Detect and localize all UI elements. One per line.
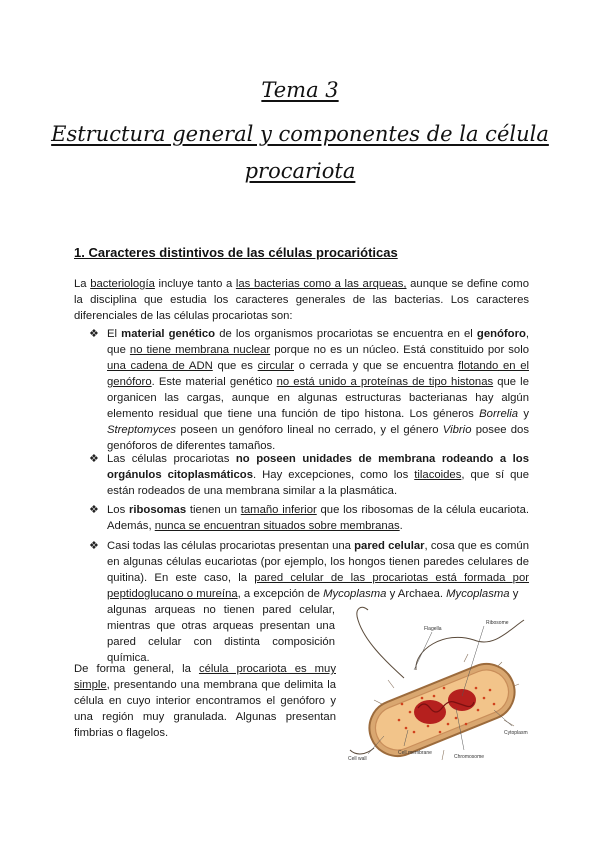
bullet-membranas bbox=[89, 451, 529, 499]
intro-text: incluye tanto a bbox=[154, 278, 236, 290]
intro-text: La bbox=[74, 278, 91, 290]
label-cell-membrane: Cell membrane bbox=[398, 750, 432, 756]
bullet-text: Casi todas las células procariotas presentan una pared celular, cosa que es común en algunas células eucariotas (por ejemplo, los hongos tienen paredes celulares de quitina). En este caso, la pared celular de las procariotas está formada por peptidoglucano o mureína, a excepción de Mycoplasma y Archaea. Mycoplasma y bbox=[107, 540, 529, 600]
intro-underline: las bacterias como a las arqueas, bbox=[235, 278, 407, 290]
bullet-diamond-icon: ❖ bbox=[89, 453, 99, 465]
title-line-1: Tema 3 bbox=[261, 78, 339, 102]
nucleoid-1 bbox=[414, 700, 446, 724]
bullet-text: Los ribosomas tienen un tamaño inferior que los ribosomas de la célula eucariota. Además, nunca se encuentran situados sobre membranas. bbox=[107, 504, 529, 532]
bullet-diamond-icon: ❖ bbox=[89, 540, 99, 552]
title-line-3: procariota bbox=[244, 159, 356, 183]
bullet-pared-celular bbox=[89, 538, 529, 602]
label-cytoplasm: Cytoplasm bbox=[504, 730, 528, 736]
label-flagella: Flagella bbox=[424, 626, 442, 632]
bullet-ribosomas bbox=[89, 502, 529, 534]
nucleoid-2 bbox=[448, 689, 476, 711]
general-paragraph: De forma general, la célula procariota es muy simple, presentando una membrana que delimita la célula en cuyo interior encontramos el genóforo y una región muy granulada. Algunas presentan fimbrias o flagelos. bbox=[74, 663, 336, 739]
prokaryote-cell-figure bbox=[344, 600, 534, 770]
intro-paragraph bbox=[74, 276, 529, 324]
bullet-material-genetico bbox=[89, 326, 529, 454]
bullet-pared-continuation: algunas arqueas no tienen pared celular, mientras que otras arqueas presentan una pared celular con distinta composición química. bbox=[107, 604, 335, 664]
label-cell-wall: Cell wall bbox=[348, 756, 367, 762]
intro-underline: bacteriología bbox=[90, 278, 155, 290]
bullet-text: El material genético de los organismos procariotas se encuentra en el genóforo, que no tiene membrana nuclear porque no es un núcleo. Está constituido por solo una cadena de ADN que es circular o cerrada y que se encuentra flotando en el genóforo. Este material genético no está unido a proteínas de tipo histonas que le organicen las cargas, aunque en algunas estructuras bacterianas hay algún elemento residual que tiene una función de tipo histona. Los géneros Borrelia y Streptomyces poseen un genóforo lineal no cerrado, y el género Vibrio posee dos genóforos de diferentes tamaños. bbox=[107, 328, 530, 452]
label-ribosome: Ribosome bbox=[486, 620, 509, 626]
bullet-text: Las células procariotas no poseen unidades de membrana rodeando a los orgánulos citoplasmáticos. Hay excepciones, como los tilacoides, que sí que están rodeados de una membrana similar a la plasmática. bbox=[107, 453, 529, 497]
bullet-diamond-icon: ❖ bbox=[89, 328, 99, 340]
section-heading: 1. Caracteres distintivos de las células procarióticas bbox=[74, 245, 398, 260]
intro-text: aunque se define como la disciplina que estudia los caracteres generales de las bacterias. Los caracteres diferenciales de las células procariotas son: bbox=[74, 278, 529, 322]
bullet-diamond-icon: ❖ bbox=[89, 504, 99, 516]
title-line-2: Estructura general y componentes de la célula bbox=[51, 122, 549, 146]
label-chromosome: Chromosome bbox=[454, 754, 485, 760]
